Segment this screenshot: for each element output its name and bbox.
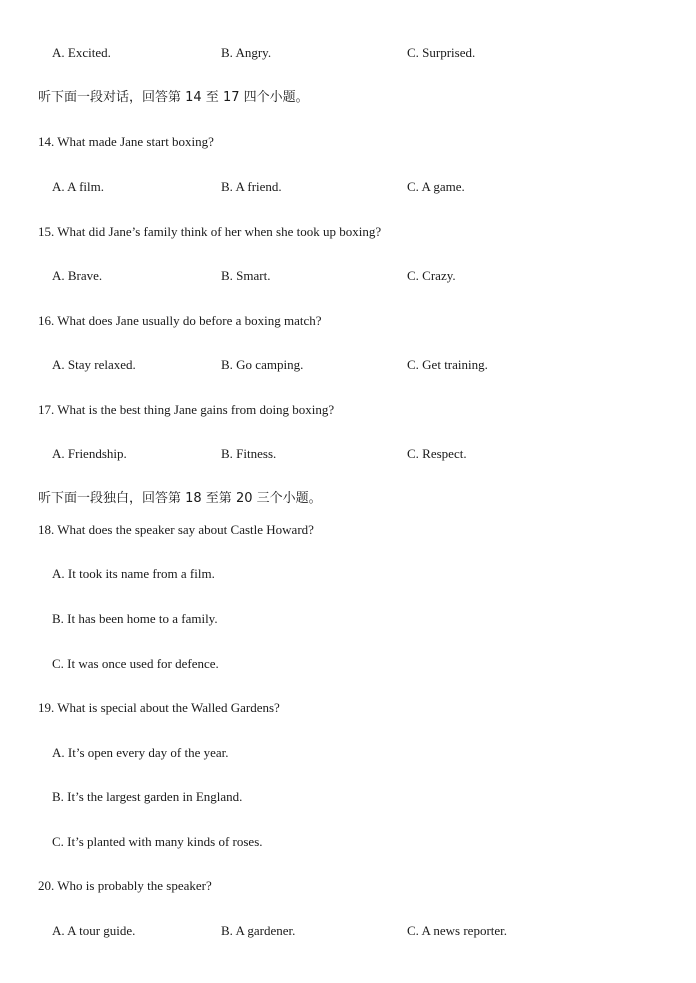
q16-option-c: C. Get training. xyxy=(407,357,488,372)
q14-question: 14. What made Jane start boxing? xyxy=(38,134,214,149)
q20-option-a: A. A tour guide. xyxy=(52,923,136,938)
q18-question: 18. What does the speaker say about Castle Howard? xyxy=(38,522,314,537)
q15-question: 15. What did Jane’s family think of her when she took up boxing? xyxy=(38,224,382,239)
q13-option-a: A. Excited. xyxy=(52,45,111,60)
q20-option-b: B. A gardener. xyxy=(221,923,296,938)
q18-option-c: C. It was once used for defence. xyxy=(52,656,219,671)
q17-option-c: C. Respect. xyxy=(407,446,467,461)
q15-option-a: A. Brave. xyxy=(52,268,103,283)
q20-question: 20. Who is probably the speaker? xyxy=(38,878,212,893)
q16-question: 16. What does Jane usually do before a boxing match? xyxy=(38,313,322,328)
q15-option-c: C. Crazy. xyxy=(407,268,456,283)
q19-option-a: A. It’s open every day of the year. xyxy=(52,745,229,760)
q19-option-c: C. It’s planted with many kinds of roses. xyxy=(52,834,263,849)
q17-option-b: B. Fitness. xyxy=(221,446,277,461)
q16-option-a: A. Stay relaxed. xyxy=(52,357,136,372)
q17-question: 17. What is the best thing Jane gains from doing boxing? xyxy=(38,402,335,417)
q14-option-b: B. A friend. xyxy=(221,179,282,194)
q13-option-b: B. Angry. xyxy=(221,45,272,60)
q19-option-b: B. It’s the largest garden in England. xyxy=(52,789,243,804)
q15-option-b: B. Smart. xyxy=(221,268,271,283)
section-heading-monologue: 听下面一段独白，回答第 18 至第 20 三个小题。 xyxy=(38,491,322,506)
q14-option-a: A. A film. xyxy=(52,179,105,194)
section-heading-dialogue: 听下面一段对话，回答第 14 至 17 四个小题。 xyxy=(38,90,309,105)
q18-option-b: B. It has been home to a family. xyxy=(52,611,218,626)
q14-option-c: C. A game. xyxy=(407,179,465,194)
q19-question: 19. What is special about the Walled Gardens? xyxy=(38,700,280,715)
q16-option-b: B. Go camping. xyxy=(221,357,304,372)
q18-option-a: A. It took its name from a film. xyxy=(52,566,215,581)
q17-option-a: A. Friendship. xyxy=(52,446,127,461)
q20-option-c: C. A news reporter. xyxy=(407,923,508,938)
q13-option-c: C. Surprised. xyxy=(407,45,476,60)
